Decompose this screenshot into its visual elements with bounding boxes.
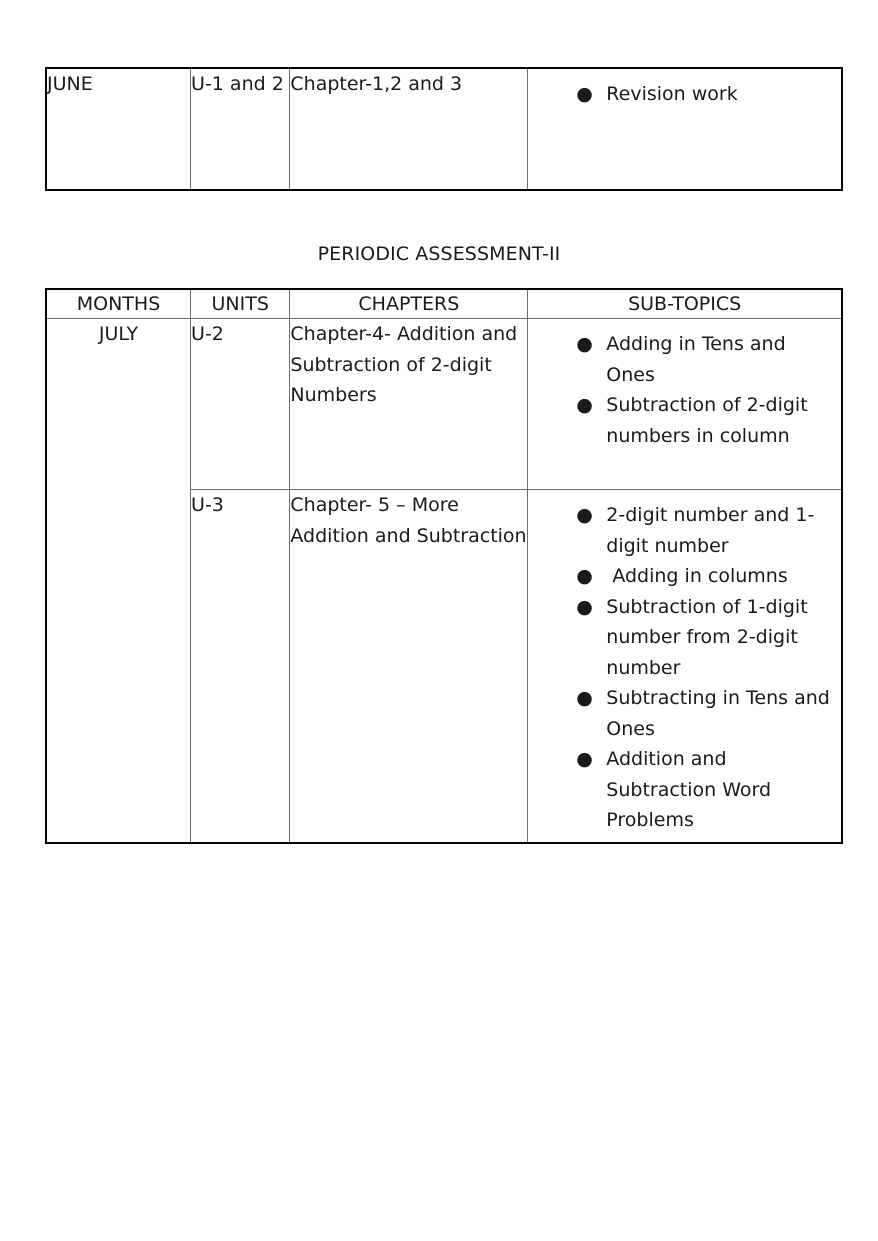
bullet-icon: ● bbox=[576, 333, 593, 355]
list-item-label: Revision work bbox=[606, 83, 738, 105]
list-item-label: Adding in Tens and Ones bbox=[606, 333, 792, 386]
cell-month: JUNE bbox=[46, 68, 191, 190]
subtopic-list bbox=[566, 329, 833, 451]
cell-subtopics bbox=[528, 490, 842, 844]
list-item-label: Subtracting in Tens and Ones bbox=[606, 687, 836, 740]
column-header-months: MONTHS bbox=[46, 289, 191, 319]
cell-chapter: Chapter-4- Addition and Subtraction of 2-digit Numbers bbox=[290, 319, 528, 490]
cell-unit: U-3 bbox=[191, 490, 290, 844]
list-item-label: Addition and Subtraction Word Problems bbox=[606, 748, 778, 831]
list-item bbox=[566, 561, 833, 592]
cell-month: JULY bbox=[46, 319, 191, 844]
periodic-assessment-2-table bbox=[45, 288, 843, 844]
list-item bbox=[566, 744, 833, 836]
cell-unit: U-1 and 2 bbox=[191, 68, 290, 190]
table-header-row bbox=[46, 289, 842, 319]
cell-subtopics bbox=[528, 319, 842, 490]
table-row bbox=[46, 319, 842, 490]
subtopic-list bbox=[566, 500, 836, 836]
list-item bbox=[566, 390, 833, 451]
bullet-icon: ● bbox=[576, 83, 593, 105]
list-item bbox=[566, 329, 833, 390]
cell-subtopics bbox=[528, 68, 842, 190]
june-syllabus-table bbox=[45, 67, 843, 191]
cell-unit: U-2 bbox=[191, 319, 290, 490]
table-row bbox=[46, 68, 842, 190]
list-item bbox=[566, 683, 836, 744]
bullet-icon: ● bbox=[576, 748, 593, 770]
page-title: PERIODIC ASSESSMENT-II bbox=[317, 243, 561, 265]
list-item bbox=[566, 592, 833, 684]
list-item-label: Subtraction of 2-digit numbers in column bbox=[606, 394, 814, 447]
column-header-subtopics: SUB-TOPICS bbox=[528, 289, 842, 319]
bullet-icon: ● bbox=[576, 687, 593, 709]
bullet-icon: ● bbox=[576, 595, 593, 618]
list-item-label: Subtraction of 1-digit number from 2-digit number bbox=[606, 595, 814, 679]
list-item-label: 2-digit number and 1-digit number bbox=[606, 504, 815, 557]
cell-chapter: Chapter- 5 – More Addition and Subtraction bbox=[290, 490, 528, 844]
column-header-units: UNITS bbox=[191, 289, 290, 319]
list-item bbox=[566, 500, 833, 561]
bullet-icon: ● bbox=[576, 394, 593, 416]
bullet-icon: ● bbox=[576, 504, 593, 526]
bullet-icon: ● bbox=[576, 565, 593, 587]
subtopic-list bbox=[566, 79, 833, 110]
cell-chapter: Chapter-1,2 and 3 bbox=[290, 68, 528, 190]
list-item bbox=[566, 79, 833, 110]
list-item-label: Adding in columns bbox=[606, 565, 788, 587]
column-header-chapters: CHAPTERS bbox=[290, 289, 528, 319]
